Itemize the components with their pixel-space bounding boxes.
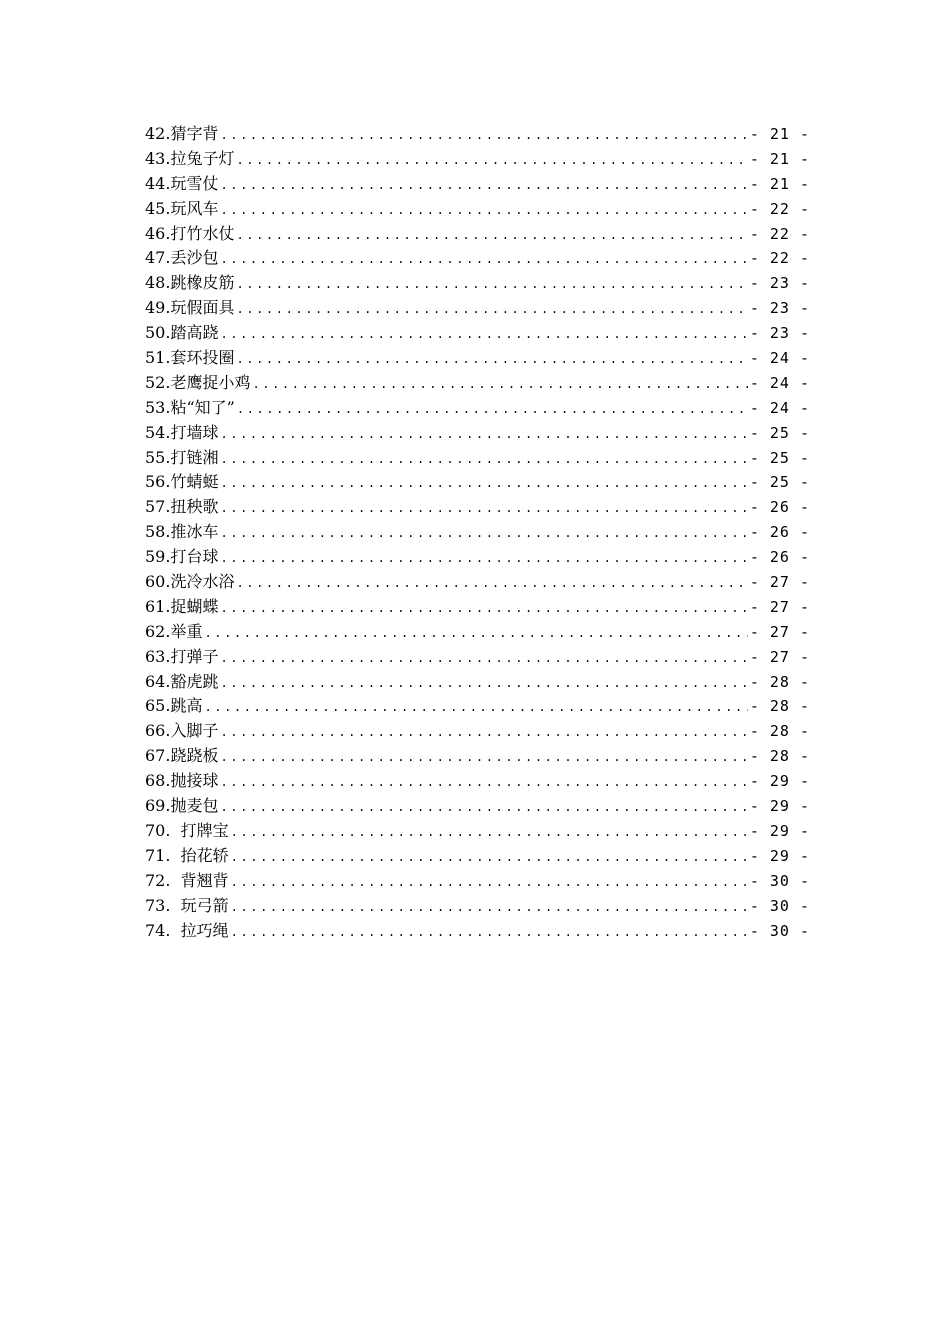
toc-dot-leader xyxy=(220,422,747,447)
toc-entry-page-number: - 26 - xyxy=(749,498,810,517)
table-of-contents xyxy=(145,122,810,943)
toc-entry-title: 43.拉兔子灯 xyxy=(145,148,235,168)
toc-entry-page-number: - 21 - xyxy=(749,149,810,168)
toc-entry-page-number: - 24 - xyxy=(749,349,810,368)
toc-entry[interactable] xyxy=(145,744,810,769)
toc-entry-page-number: - 23 - xyxy=(749,324,810,343)
toc-entry-title: 72. 背翘背 xyxy=(145,870,229,890)
toc-entry[interactable] xyxy=(145,844,810,869)
toc-entry-title: 51.套环投圈 xyxy=(145,348,235,368)
toc-entry-page-number: - 30 - xyxy=(749,921,810,940)
toc-dot-leader xyxy=(231,895,748,920)
toc-entry-title: 45.玩风车 xyxy=(145,198,219,218)
toc-entry-title: 52.老鹰捉小鸡 xyxy=(145,372,251,392)
toc-entry[interactable] xyxy=(145,421,810,446)
toc-entry[interactable] xyxy=(145,645,810,670)
toc-dot-leader xyxy=(220,496,747,521)
toc-entry[interactable] xyxy=(145,719,810,744)
toc-entry[interactable] xyxy=(145,769,810,794)
toc-entry-title: 66.入脚子 xyxy=(145,721,219,741)
toc-dot-leader xyxy=(236,148,747,173)
toc-entry[interactable] xyxy=(145,495,810,520)
toc-entry-page-number: - 29 - xyxy=(749,772,810,791)
toc-entry-title: 73. 玩弓箭 xyxy=(145,895,229,915)
toc-entry-title: 74. 拉巧绳 xyxy=(145,920,229,940)
toc-entry[interactable] xyxy=(145,570,810,595)
toc-entry-title: 56.竹蜻蜓 xyxy=(145,472,219,492)
toc-entry-page-number: - 27 - xyxy=(749,597,810,616)
toc-entry-title: 65.跳高 xyxy=(145,696,203,716)
toc-entry-page-number: - 27 - xyxy=(749,573,810,592)
toc-entry-page-number: - 30 - xyxy=(749,896,810,915)
toc-entry-title: 54.打墙球 xyxy=(145,422,219,442)
toc-entry[interactable] xyxy=(145,819,810,844)
toc-entry[interactable] xyxy=(145,271,810,296)
toc-entry[interactable] xyxy=(145,321,810,346)
toc-entry-page-number: - 29 - xyxy=(749,821,810,840)
toc-dot-leader xyxy=(220,646,747,671)
toc-entry[interactable] xyxy=(145,396,810,421)
toc-entry[interactable] xyxy=(145,122,810,147)
toc-entry-page-number: - 21 - xyxy=(749,174,810,193)
toc-entry-page-number: - 30 - xyxy=(749,871,810,890)
toc-entry-title: 60.洗冷水浴 xyxy=(145,572,235,592)
toc-entry-title: 70. 打牌宝 xyxy=(145,820,229,840)
toc-entry[interactable] xyxy=(145,296,810,321)
toc-entry[interactable] xyxy=(145,794,810,819)
toc-entry-title: 55.打链湘 xyxy=(145,447,219,467)
toc-entry-page-number: - 29 - xyxy=(749,797,810,816)
toc-dot-leader xyxy=(220,596,747,621)
toc-dot-leader xyxy=(220,671,747,696)
toc-dot-leader xyxy=(231,820,748,845)
toc-entry[interactable] xyxy=(145,520,810,545)
toc-entry[interactable] xyxy=(145,620,810,645)
toc-entry[interactable] xyxy=(145,919,810,944)
toc-dot-leader xyxy=(237,397,748,422)
toc-entry[interactable] xyxy=(145,869,810,894)
toc-entry-title: 68.抛接球 xyxy=(145,771,219,791)
toc-entry[interactable] xyxy=(145,197,810,222)
toc-dot-leader xyxy=(220,720,747,745)
toc-dot-leader xyxy=(236,571,747,596)
toc-entry-page-number: - 28 - xyxy=(749,747,810,766)
toc-entry[interactable] xyxy=(145,694,810,719)
toc-entry-title: 58.推冰车 xyxy=(145,522,219,542)
toc-entry-title: 67.跷跷板 xyxy=(145,746,219,766)
toc-entry[interactable] xyxy=(145,147,810,172)
toc-dot-leader xyxy=(220,471,747,496)
toc-dot-leader xyxy=(204,695,747,720)
toc-entry[interactable] xyxy=(145,595,810,620)
toc-dot-leader xyxy=(231,870,748,895)
toc-entry-page-number: - 26 - xyxy=(749,548,810,567)
toc-entry[interactable] xyxy=(145,222,810,247)
toc-entry-title: 48.跳橡皮筋 xyxy=(145,273,235,293)
toc-entry[interactable] xyxy=(145,545,810,570)
toc-entry-title: 71. 抬花轿 xyxy=(145,845,229,865)
toc-entry-page-number: - 25 - xyxy=(749,448,810,467)
toc-dot-leader xyxy=(220,173,747,198)
toc-entry-page-number: - 22 - xyxy=(749,224,810,243)
toc-entry-title: 49.玩假面具 xyxy=(145,298,235,318)
toc-entry-page-number: - 29 - xyxy=(749,846,810,865)
toc-entry-page-number: - 28 - xyxy=(749,672,810,691)
toc-entry[interactable] xyxy=(145,670,810,695)
toc-entry[interactable] xyxy=(145,371,810,396)
toc-entry-page-number: - 22 - xyxy=(749,199,810,218)
toc-dot-leader xyxy=(220,745,747,770)
toc-entry-title: 53.粘“知了” xyxy=(145,397,235,417)
toc-entry[interactable] xyxy=(145,894,810,919)
toc-entry-page-number: - 28 - xyxy=(749,722,810,741)
toc-dot-leader xyxy=(236,297,747,322)
toc-entry[interactable] xyxy=(145,172,810,197)
toc-entry-page-number: - 25 - xyxy=(749,423,810,442)
toc-entry-page-number: - 23 - xyxy=(749,299,810,318)
toc-entry-page-number: - 24 - xyxy=(749,398,810,417)
toc-dot-leader xyxy=(204,621,747,646)
toc-entry-title: 69.抛麦包 xyxy=(145,796,219,816)
toc-dot-leader xyxy=(220,123,747,148)
toc-entry[interactable] xyxy=(145,346,810,371)
toc-entry-page-number: - 26 - xyxy=(749,523,810,542)
toc-entry-title: 46.打竹水仗 xyxy=(145,223,235,243)
toc-dot-leader xyxy=(236,223,747,248)
toc-dot-leader xyxy=(236,272,747,297)
toc-dot-leader xyxy=(252,372,747,397)
toc-entry-page-number: - 27 - xyxy=(749,647,810,666)
toc-entry-page-number: - 28 - xyxy=(749,697,810,716)
toc-entry-title: 47.丢沙包 xyxy=(145,248,219,268)
toc-entry-title: 61.捉蝴蝶 xyxy=(145,596,219,616)
toc-dot-leader xyxy=(236,347,747,372)
toc-entry-title: 44.玩雪仗 xyxy=(145,173,219,193)
toc-entry-title: 64.豁虎跳 xyxy=(145,671,219,691)
toc-entry[interactable] xyxy=(145,446,810,471)
toc-entry-title: 50.踏高跷 xyxy=(145,323,219,343)
toc-entry-page-number: - 25 - xyxy=(749,473,810,492)
toc-entry[interactable] xyxy=(145,246,810,271)
toc-entry-title: 59.打台球 xyxy=(145,547,219,567)
toc-dot-leader xyxy=(220,247,747,272)
toc-entry-title: 57.扭秧歌 xyxy=(145,497,219,517)
toc-entry-title: 63.打弹子 xyxy=(145,646,219,666)
toc-dot-leader xyxy=(220,795,747,820)
toc-entry-page-number: - 27 - xyxy=(749,622,810,641)
toc-dot-leader xyxy=(220,770,747,795)
toc-dot-leader xyxy=(220,521,747,546)
toc-dot-leader xyxy=(220,447,747,472)
toc-dot-leader xyxy=(231,845,748,870)
toc-entry[interactable] xyxy=(145,470,810,495)
toc-dot-leader xyxy=(220,198,747,223)
toc-entry-page-number: - 22 - xyxy=(749,249,810,268)
toc-entry-page-number: - 24 - xyxy=(749,373,810,392)
toc-dot-leader xyxy=(231,920,748,945)
toc-entry-title: 62.举重 xyxy=(145,621,203,641)
toc-entry-title: 42.猜字背 xyxy=(145,124,219,143)
toc-entry-page-number: - 23 - xyxy=(749,274,810,293)
toc-dot-leader xyxy=(220,322,747,347)
toc-dot-leader xyxy=(220,546,747,571)
toc-entry-page-number: - 21 - xyxy=(749,125,810,143)
